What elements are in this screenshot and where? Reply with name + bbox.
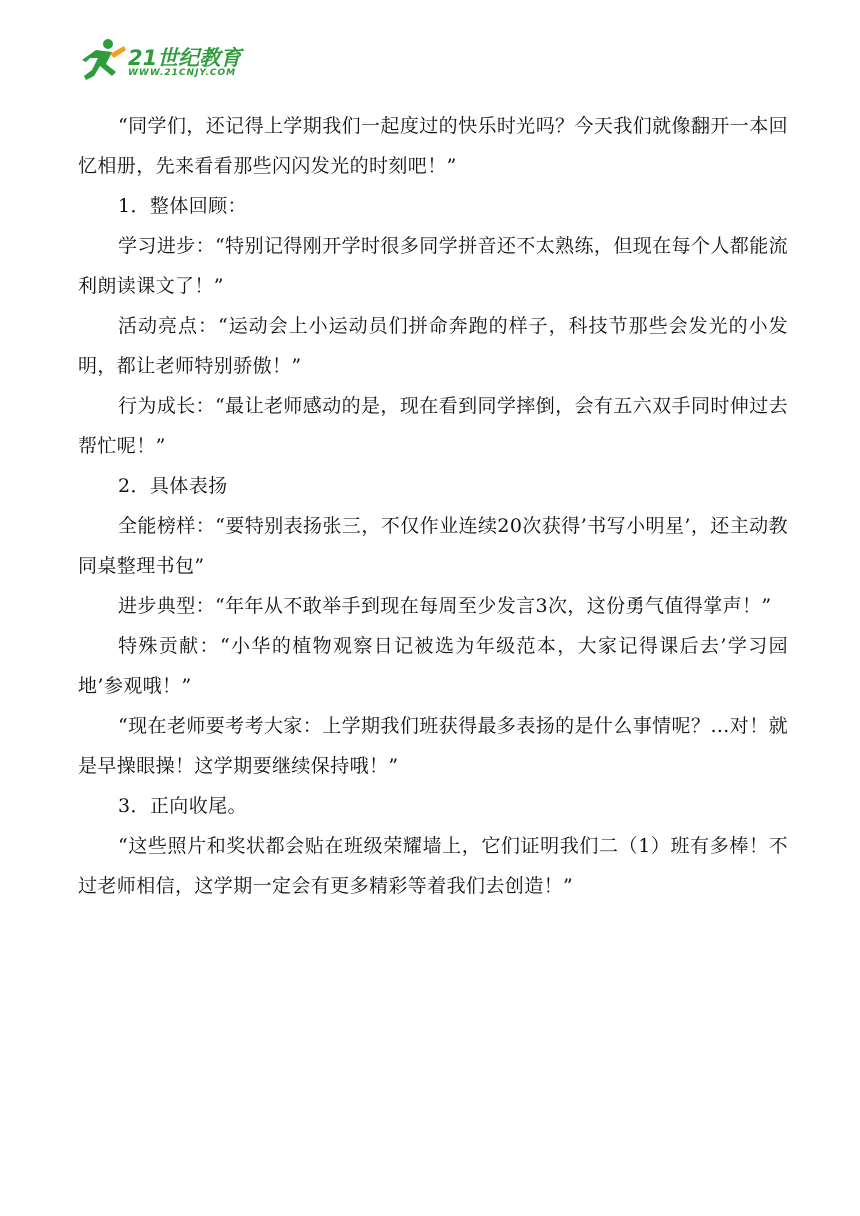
paragraph-behavior-growth: 行为成长：“最让老师感动的是，现在看到同学摔倒，会有五六双手同时伸过去帮忙呢！” bbox=[78, 395, 788, 457]
paragraph-learning-progress: 学习进步：“特别记得刚开学时很多同学拼音还不太熟练，但现在每个人都能流利朗读课文了！” bbox=[78, 235, 788, 297]
logo bbox=[78, 36, 258, 84]
paragraph-progress-example: 进步典型：“年年从不敢举手到现在每周至少发言3次，这份勇气值得掌声！” bbox=[118, 595, 772, 617]
section-heading-specific-praise: 2．具体表扬 bbox=[118, 475, 228, 497]
paragraph-special-contribution: 特殊贡献：“小华的植物观察日记被选为年级范本，大家记得课后去’学习园地’参观哦！” bbox=[78, 635, 788, 697]
document-body bbox=[78, 106, 788, 906]
runner-icon bbox=[78, 36, 130, 84]
paragraph-activity-highlights: 活动亮点：“运动会上小运动员们拼命奔跑的样子，科技节那些会发光的小发明，都让老师特别骄傲！” bbox=[78, 315, 788, 377]
logo-name: 21世纪教育 bbox=[128, 46, 242, 70]
section-heading-overall-review: 1．整体回顾： bbox=[118, 195, 247, 217]
logo-url: WWW.21CNJY.COM bbox=[128, 68, 237, 78]
section-heading-positive-ending: 3．正向收尾。 bbox=[118, 795, 247, 817]
intro-paragraph: “同学们，还记得上学期我们一起度过的快乐时光吗？今天我们就像翻开一本回忆相册，先来看看那些闪闪发光的时刻吧！” bbox=[78, 115, 788, 177]
paragraph-all-round-model: 全能榜样：“要特别表扬张三，不仅作业连续20次获得’书写小明星’，还主动教同桌整理书包” bbox=[78, 515, 788, 577]
page-header bbox=[78, 36, 258, 84]
paragraph-quiz: “现在老师要考考大家：上学期我们班获得最多表扬的是什么事情呢？…对！就是早操眼操！这学期要继续保持哦！” bbox=[78, 715, 788, 777]
paragraph-closing: “这些照片和奖状都会贴在班级荣耀墙上，它们证明我们二（1）班有多棒！不过老师相信，这学期一定会有更多精彩等着我们去创造！” bbox=[78, 835, 788, 897]
